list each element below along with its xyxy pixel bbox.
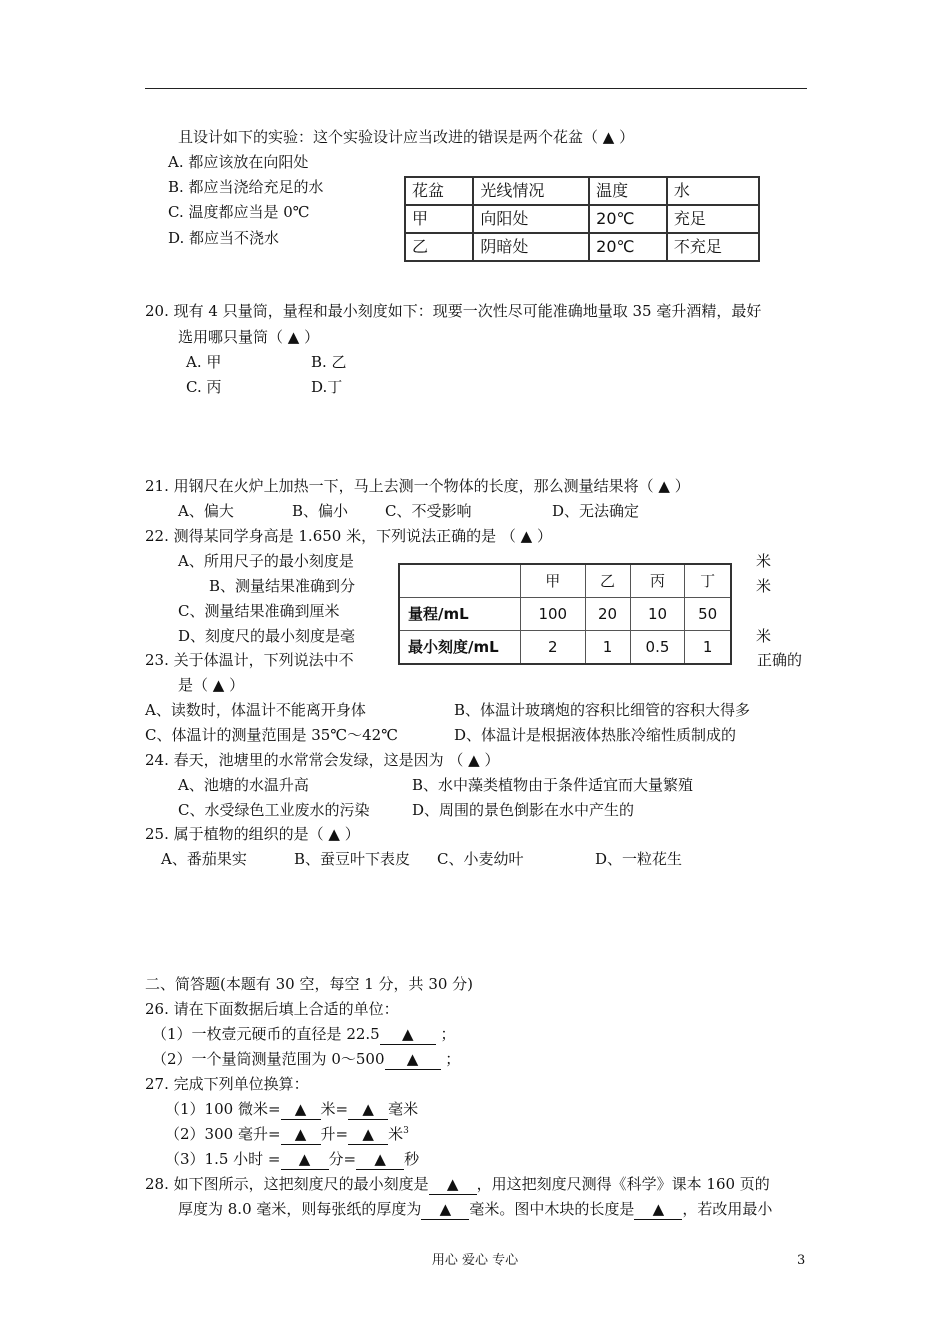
answer-blank[interactable]: ▲: [380, 1024, 436, 1045]
q27-stem: 27. 完成下列单位换算：: [145, 1075, 309, 1093]
answer-blank[interactable]: ▲: [429, 1174, 477, 1195]
q23-option-a: A、读数时，体温计不能离开身体: [145, 701, 366, 719]
q20-option-c: C. 丙: [186, 378, 222, 396]
table-cell: 50: [685, 598, 731, 631]
answer-blank[interactable]: ▲: [385, 1049, 441, 1070]
q19-option-a: A. 都应该放在向阳处: [168, 153, 309, 171]
table-row: [405, 233, 759, 261]
table-cell: 0.5: [630, 631, 685, 665]
q22-option-a: A、所用尺子的最小刻度是: [178, 552, 354, 570]
q27-item3-b: 分=: [328, 1150, 357, 1168]
q26-item2-end: ；: [445, 1050, 461, 1068]
q24-option-a: A、池塘的水温升高: [178, 776, 309, 794]
q23-option-b: B、体温计玻璃炮的容积比细管的容积大得多: [454, 701, 751, 719]
answer-blank[interactable]: ▲: [421, 1199, 469, 1220]
table-row: [399, 598, 731, 631]
answer-blank[interactable]: ▲: [348, 1124, 388, 1145]
q20-option-a: A. 甲: [186, 353, 222, 371]
q21-stem: 21. 用钢尺在火炉上加热一下，马上去测一个物体的长度，那么测量结果将（ ▲ ）: [145, 477, 690, 495]
q26-item1: [152, 1022, 456, 1046]
q19-option-b: B. 都应当浇给充足的水: [168, 178, 324, 196]
table-cell: 最小刻度/mL: [399, 631, 521, 665]
q28-l2-b: 毫米。图中木块的长度是: [469, 1200, 635, 1218]
q21-option-b: B、偏小: [292, 502, 349, 520]
table-cell: 2: [521, 631, 586, 665]
table-cell: 向阳处: [473, 205, 589, 233]
answer-blank[interactable]: ▲: [634, 1199, 682, 1220]
table-cell: 甲: [521, 564, 586, 598]
q27-item3: [165, 1147, 419, 1171]
q22-option-d: D、刻度尺的最小刻度是毫: [178, 627, 356, 645]
table-cell: 量程/mL: [399, 598, 521, 631]
q23-stem-tail: 正确的: [757, 651, 803, 669]
table-cell: 丙: [630, 564, 685, 598]
q28-l1-b: ，用这把刻度尺测得《科学》课本 160 页的: [476, 1175, 770, 1193]
table-cell: [399, 564, 521, 598]
q28-l2-a: 厚度为 8.0 毫米，则每张纸的厚度为: [178, 1200, 422, 1218]
q20-line1: 20. 现有 4 只量筒，量程和最小刻度如下：现要一次性尽可能准确地量取 35 毫升酒精，最好: [145, 302, 762, 320]
flowerpot-table: [404, 176, 760, 262]
answer-blank[interactable]: ▲: [281, 1099, 321, 1120]
q24-option-d: D、周围的景色倒影在水中产生的: [412, 801, 635, 819]
q22-option-b-tail: 米: [756, 577, 772, 595]
q22-option-d-tail: 米: [756, 627, 772, 645]
table-cell: 丁: [685, 564, 731, 598]
page-footer: 用心 爱心 专心: [431, 1253, 519, 1268]
q28-l1-a: 28. 如下图所示，这把刻度尺的最小刻度是: [145, 1175, 429, 1193]
q27-item1-b: 米=: [320, 1100, 349, 1118]
q24-option-b: B、水中藻类植物由于条件适宜而大量繁殖: [412, 776, 694, 794]
q20-line2: 选用哪只量筒（ ▲ ）: [178, 328, 320, 346]
table-cell: 水: [667, 177, 759, 205]
answer-blank[interactable]: ▲: [356, 1149, 404, 1170]
table-cell: 乙: [405, 233, 473, 261]
table-row: [399, 564, 731, 598]
q27-item2-b: 升=: [320, 1125, 349, 1143]
table-cell: 光线情况: [473, 177, 589, 205]
q23-option-d: D、体温计是根据液体热胀冷缩性质制成的: [454, 726, 737, 744]
section2-title: 二、简答题(本题有 30 空，每空 1 分，共 30 分): [145, 975, 474, 993]
page-number: 3: [797, 1253, 806, 1268]
q27-item2-a: （2）300 毫升=: [165, 1125, 281, 1143]
q27-item1: [165, 1097, 418, 1121]
q27-item2: [165, 1122, 409, 1146]
q22-option-a-tail: 米: [756, 552, 772, 570]
table-cell: 20℃: [589, 205, 667, 233]
q27-item1-c: 毫米: [388, 1100, 419, 1118]
q27-item1-a: （1）100 微米=: [165, 1100, 281, 1118]
q25-option-d: D、一粒花生: [595, 850, 683, 868]
q21-option-d: D、无法确定: [552, 502, 640, 520]
table-cell: 甲: [405, 205, 473, 233]
answer-blank[interactable]: ▲: [348, 1099, 388, 1120]
table-cell: 20: [585, 598, 630, 631]
cylinder-table: [398, 563, 732, 665]
q19-stem: 且设计如下的实验：这个实验设计应当改进的错误是两个花盆（ ▲ ）: [178, 128, 635, 146]
q19-option-c: C. 温度都应当是 0℃: [168, 203, 310, 221]
q26-item1-text: （1）一枚壹元硬币的直径是 22.5: [152, 1025, 380, 1043]
q23-option-c: C、体温计的测量范围是 35℃～42℃: [145, 726, 398, 744]
table-row: [405, 177, 759, 205]
q26-item1-end: ；: [440, 1025, 456, 1043]
table-cell: 温度: [589, 177, 667, 205]
q19-option-d: D. 都应当不浇水: [168, 229, 280, 247]
table-cell: 1: [585, 631, 630, 665]
q26-item2: [152, 1047, 460, 1071]
answer-blank[interactable]: ▲: [281, 1124, 321, 1145]
q25-stem: 25. 属于植物的组织的是（ ▲ ）: [145, 825, 360, 843]
q22-option-c: C、测量结果准确到厘米: [178, 602, 340, 620]
table-cell: 乙: [585, 564, 630, 598]
q28-line2: [178, 1197, 772, 1221]
table-cell: 充足: [667, 205, 759, 233]
q25-option-a: A、番茄果实: [161, 850, 247, 868]
q20-option-d: D.丁: [311, 378, 343, 396]
table-cell: 阴暗处: [473, 233, 589, 261]
q21-option-a: A、偏大: [178, 502, 234, 520]
table-row: [405, 205, 759, 233]
q22-stem: 22. 测得某同学身高是 1.650 米，下列说法正确的是 （ ▲ ）: [145, 527, 552, 545]
q28-line1: [145, 1172, 770, 1196]
table-cell: 1: [685, 631, 731, 665]
q27-item3-a: （3）1.5 小时 =: [165, 1150, 281, 1168]
q25-option-b: B、蚕豆叶下表皮: [294, 850, 411, 868]
q23-stem: 23. 关于体温计，下列说法中不: [145, 651, 354, 669]
q27-item2-c: 米: [388, 1125, 404, 1143]
table-cell: 不充足: [667, 233, 759, 261]
q20-option-b: B. 乙: [311, 353, 347, 371]
q26-stem: 26. 请在下面数据后填上合适的单位：: [145, 1000, 399, 1018]
table-cell: 花盆: [405, 177, 473, 205]
q23-stem-line2: 是（ ▲ ）: [178, 676, 245, 694]
table-cell: 20℃: [589, 233, 667, 261]
q27-item3-c: 秒: [404, 1150, 420, 1168]
q25-option-c: C、小麦幼叶: [437, 850, 524, 868]
header-rule: [145, 88, 807, 89]
q24-stem: 24. 春天，池塘里的水常常会发绿，这是因为 （ ▲ ）: [145, 751, 500, 769]
q27-item2-sup: 3: [403, 1126, 409, 1136]
answer-blank[interactable]: ▲: [281, 1149, 329, 1170]
table-cell: 10: [630, 598, 685, 631]
table-row: [399, 631, 731, 665]
q21-option-c: C、不受影响: [385, 502, 472, 520]
q26-item2-text: （2）一个量筒测量范围为 0～500: [152, 1050, 385, 1068]
q22-option-b: B、测量结果准确到分: [209, 577, 356, 595]
q28-l2-c: ，若改用最小: [682, 1200, 773, 1218]
table-cell: 100: [521, 598, 586, 631]
q24-option-c: C、水受绿色工业废水的污染: [178, 801, 370, 819]
